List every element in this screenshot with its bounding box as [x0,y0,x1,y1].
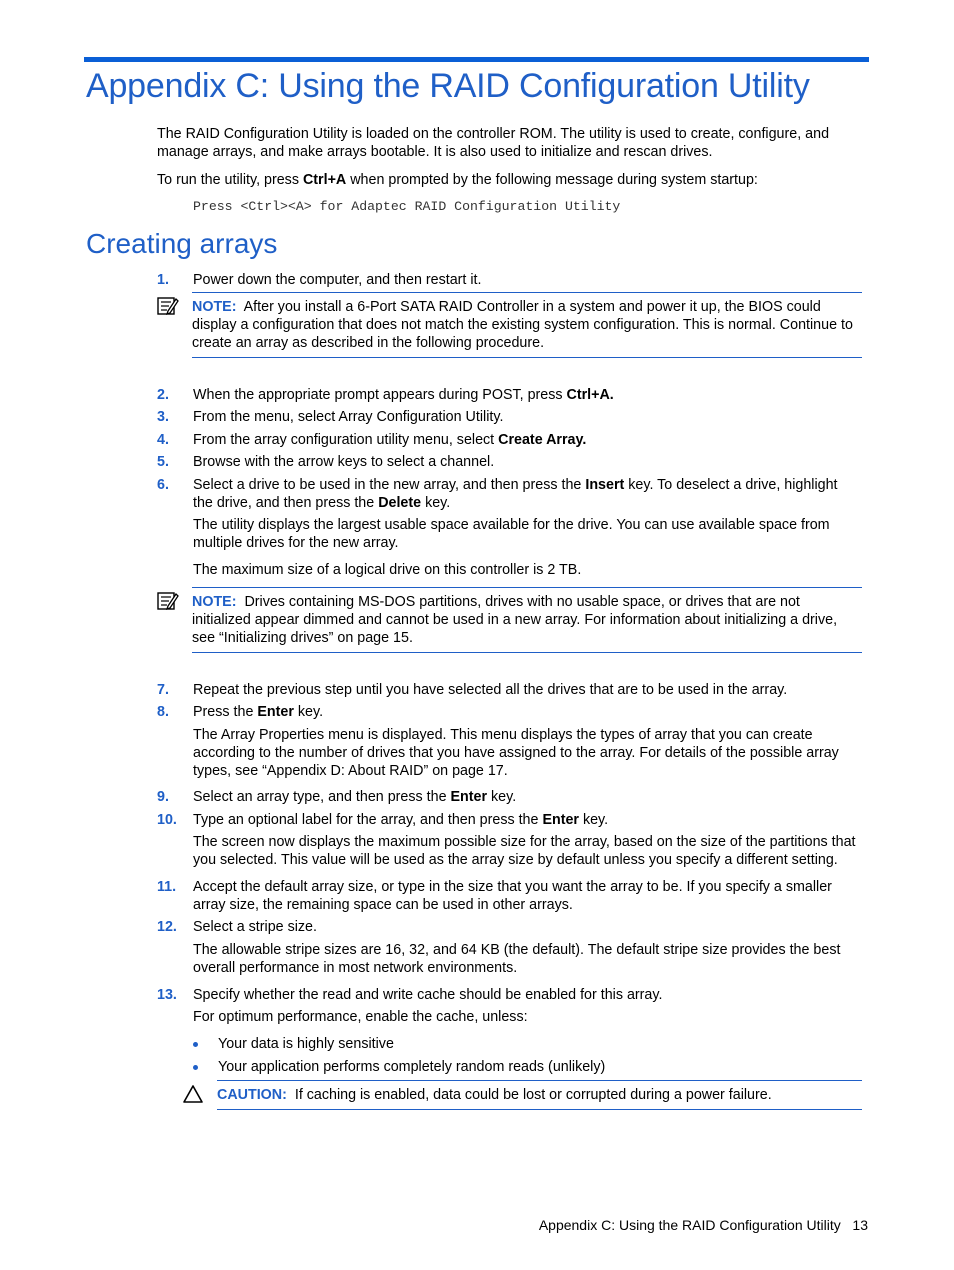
step-detail: The allowable stripe sizes are 16, 32, and 64 KB (the default). The default stripe size provides the best overall performance in most network environments. [193,942,841,976]
step-detail: The utility displays the largest usable space available for the drive. You can use available space from multiple drives for the new array. [193,517,830,551]
intro-instruction: To run the utility, press Ctrl+A when prompted by the following message during system startup: [157,172,758,188]
bullet-dot-icon [193,1042,198,1047]
section-title: Creating arrays [86,228,278,259]
step-detail: The maximum size of a logical drive on this controller is 2 TB. [193,562,582,578]
caution-box: CAUTION: If caching is enabled, data could be lost or corrupted during a power failure. [217,1080,862,1110]
note-label: NOTE: [192,299,237,315]
bullet-dot-icon [193,1065,198,1070]
intro-paragraph: The RAID Configuration Utility is loaded on the controller ROM. The utility is used to create, configure, and manage arrays, and make arrays bootable. It is also used to initialize and rescan drives. [157,126,830,160]
caution-label: CAUTION: [217,1087,287,1103]
page-footer [539,1216,868,1234]
note-pad-icon [157,591,179,611]
caution-triangle-icon [182,1084,204,1104]
note-box: NOTE: Drives containing MS-DOS partitions, drives with no usable space, or drives that are not initialized appear dimmed and cannot be used in a new array. For information about initializing a drive, see “Initializing drives” on page 15. [192,587,862,653]
footer-title: Appendix C: Using the RAID Configuration Utility [538,1217,841,1233]
note-box: NOTE: After you install a 6-Port SATA RAID Controller in a system and power it up, the BIOS could display a configuration that does not match the existing system configuration. This is normal. Continue to create an array as described in the following procedure. [192,292,862,358]
page-number: 13 [852,1217,868,1233]
note-pad-icon [157,296,179,316]
note-label: NOTE: [192,594,237,610]
step-detail: For optimum performance, enable the cache, unless: [193,1009,528,1025]
startup-message-code: Press <Ctrl><A> for Adaptec RAID Configuration Utility [193,199,621,214]
step-detail: The screen now displays the maximum possible size for the array, based on the size of the partitions that you selected. This value will be used as the array size by default unless you specify a different setting. [193,834,856,868]
step-detail: The Array Properties menu is displayed. This menu displays the types of array that you can create according to the number of drives that you have assigned to the array. For details of the possible array types, see “Appendix D: About RAID” on page 17. [193,727,839,779]
page-title: Appendix C: Using the RAID Configuration Utility [86,67,810,105]
